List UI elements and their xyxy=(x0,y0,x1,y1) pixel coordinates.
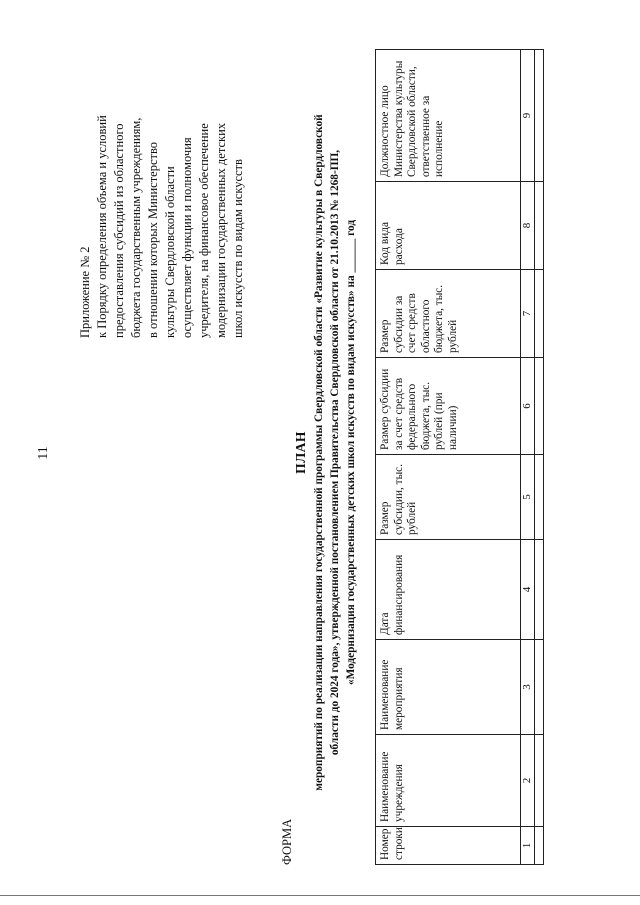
form-label: ФОРМА xyxy=(280,818,294,865)
header-responsible-official: Должностное лицо Министерства культуры Свердловской области, ответственное за исполнение xyxy=(376,50,521,182)
appendix-block xyxy=(77,32,247,338)
empty-table-row xyxy=(535,50,544,865)
column-number: 7 xyxy=(521,270,535,358)
subtitle-line: области до 2024 года», утвержденной постановлением Правительства Свердловской области от 21.10.2013 № 1268-ПП, xyxy=(329,149,341,756)
subtitle-line: «Модернизация государственных детских школ искусств по видам искусств» на ______ год xyxy=(345,219,357,686)
page-bottom-rule xyxy=(0,895,640,896)
empty-cell xyxy=(535,640,544,735)
column-number: 3 xyxy=(521,640,535,735)
appendix-line: предоставления субсидий из областного xyxy=(112,123,126,338)
plan-table xyxy=(375,49,544,865)
appendix-line: осуществляет функции и полномочия xyxy=(180,137,194,338)
column-number: 8 xyxy=(521,182,535,270)
header-event-name: Наименование мероприятия xyxy=(376,640,521,735)
appendix-line: бюджета государственным учреждениям, xyxy=(129,117,143,338)
header-row-number: Номер строки xyxy=(376,827,521,865)
subtitle-line: мероприятий по реализации направления государственной программы Свердловской области «Развитие культуры в Свердловской xyxy=(313,114,325,791)
appendix-line: к Порядку определения объема и условий xyxy=(95,115,109,338)
empty-cell xyxy=(535,50,544,182)
appendix-line: модернизации государственных детских xyxy=(214,122,228,338)
table-header-row xyxy=(376,50,521,865)
column-number: 2 xyxy=(521,735,535,827)
appendix-line: школ искусств по видам искусств xyxy=(231,159,245,338)
column-number: 6 xyxy=(521,358,535,455)
appendix-line: культуры Свердловской области xyxy=(163,166,177,338)
column-number: 5 xyxy=(521,455,535,540)
column-number: 4 xyxy=(521,540,535,640)
document-title: ПЛАН xyxy=(293,431,308,474)
header-subsidy-amount: Размер субсидии, тыс. рублей xyxy=(376,455,521,540)
appendix-line: Приложение № 2 xyxy=(78,246,92,338)
column-number: 1 xyxy=(521,827,535,865)
appendix-line: учредителя, на финансовое обеспечение xyxy=(197,123,211,338)
empty-cell xyxy=(535,182,544,270)
empty-cell xyxy=(535,540,544,640)
empty-cell xyxy=(535,270,544,358)
header-regional-subsidy: Размер субсидии за счет средств областного бюджета, тыс. рублей xyxy=(376,270,521,358)
column-number-row xyxy=(521,50,535,865)
empty-cell xyxy=(535,827,544,865)
empty-cell xyxy=(535,358,544,455)
document-subtitle xyxy=(311,30,359,875)
header-financing-date: Дата финансирования xyxy=(376,540,521,640)
column-number: 9 xyxy=(521,50,535,182)
empty-cell xyxy=(535,735,544,827)
page-number: 11 xyxy=(36,446,51,460)
header-federal-subsidy: Размер субсидии за счет средств федерального бюджета, тыс. рублей (при наличии) xyxy=(376,358,521,455)
header-expense-code: Код вида расхода xyxy=(376,182,521,270)
header-institution-name: Наименование учреждения xyxy=(376,735,521,827)
empty-cell xyxy=(535,455,544,540)
appendix-line: в отношении которых Министерство xyxy=(146,141,160,338)
